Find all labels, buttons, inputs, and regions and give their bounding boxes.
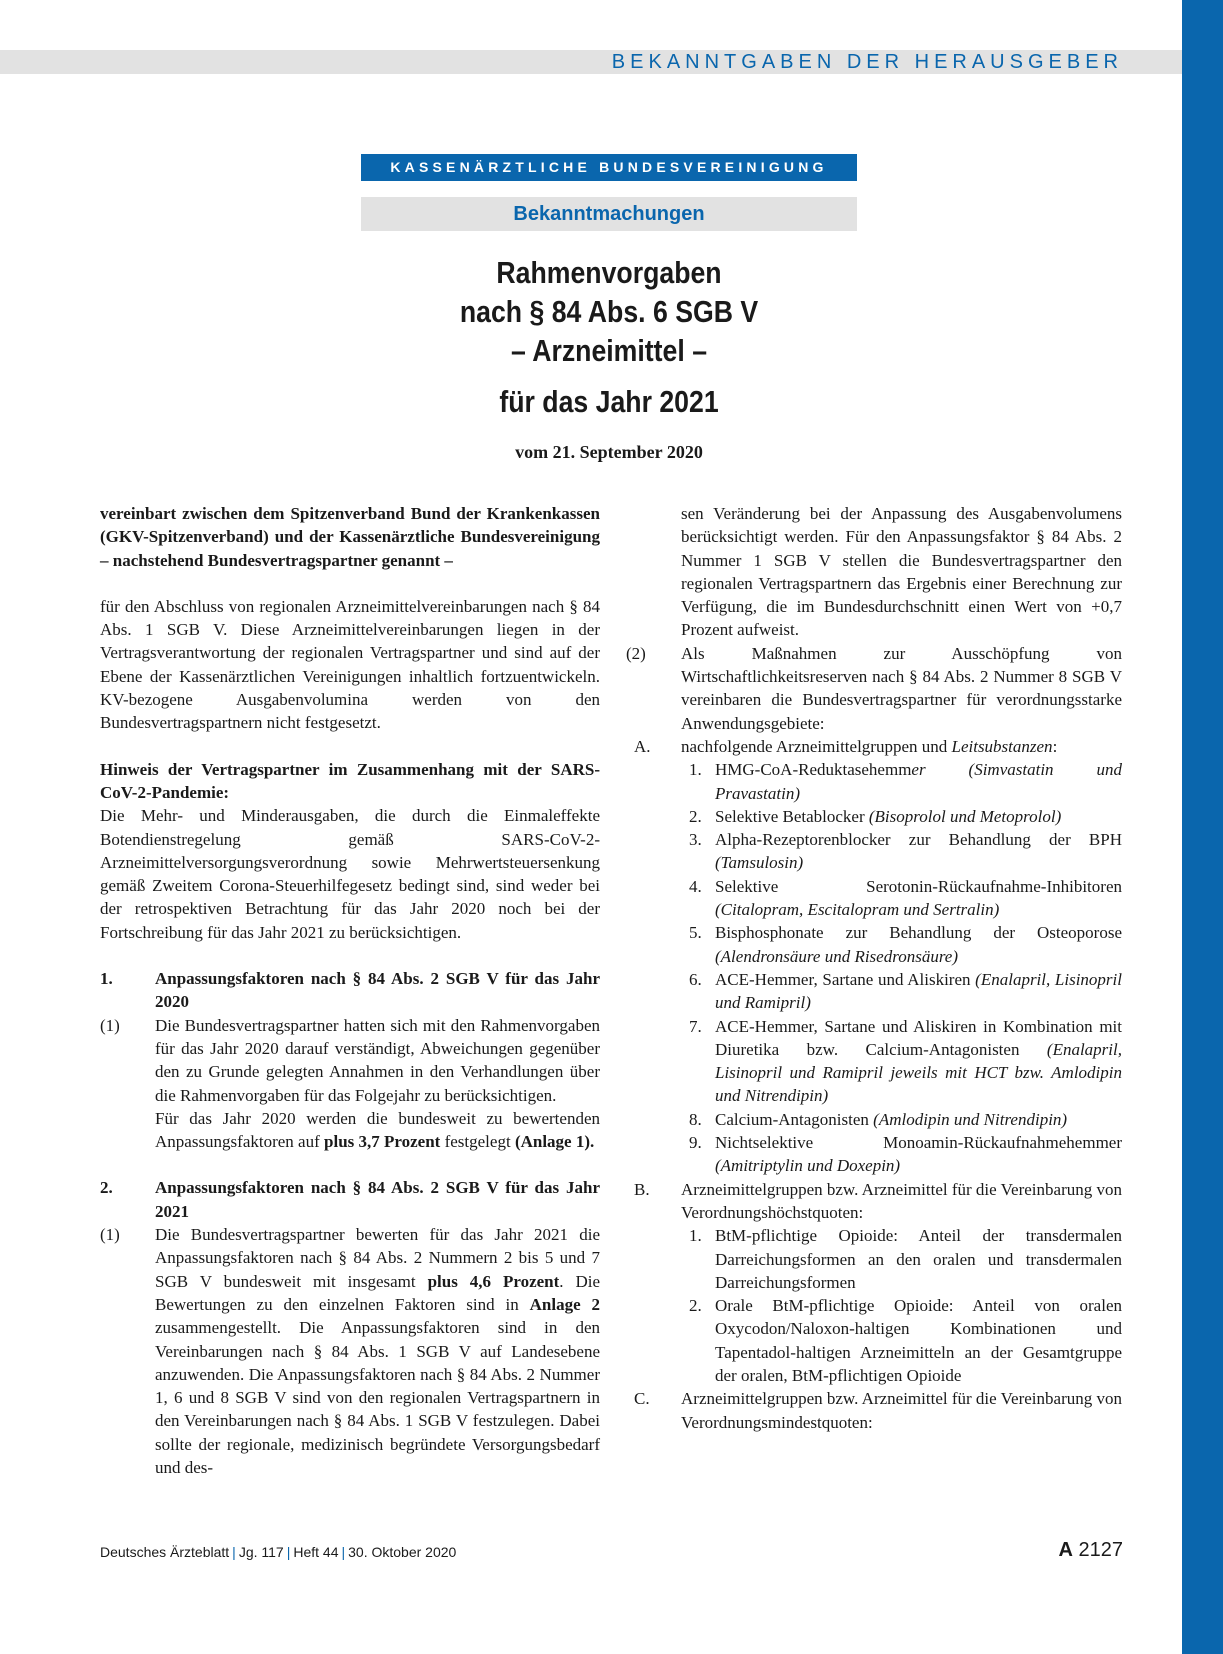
list-text: Arzneimittelgruppen bzw. Arzneimittel für die Vereinbarung von Verordnungshöchstquoten: (681, 1179, 1122, 1222)
item-substances: (Amitriptylin und Doxepin) (715, 1156, 901, 1176)
section-number: 2. (100, 1178, 113, 1198)
organization-banner: KASSENÄRZTLICHE BUNDESVEREINIGUNG (361, 154, 857, 181)
item-substances: (Simvastatin und Pravastatin) (715, 760, 1122, 803)
title-line-2: nach § 84 Abs. 6 SGB V (459, 294, 759, 329)
list-letter: A. (634, 736, 651, 756)
page-number (1058, 1539, 1123, 1562)
item-text: Nichtselektive Monoamin-Rückaufnahmehemmer (715, 1133, 1122, 1153)
paragraph-text: Für das Jahr 2020 werden die bundesweit zu bewertenden Anpassungsfaktoren auf (155, 1108, 600, 1152)
paragraph-text: Die Bundesvertragspartner bewerten für das Jahr 2021 die Anpassungsfaktoren nach § 84 Abs. 2 Nummern 2 bis 5 und 7 SGB V bundesweit mit insgesamt (155, 1225, 600, 1291)
list-item (689, 968, 1122, 1015)
section-number: 1. (100, 969, 113, 989)
hinweis-text: Die Mehr- und Minderausgaben, die durch die Einmaleffekte Botendienstregelung gemäß SARS-CoV-2-Arzneimittelversorgungsverordnung sowie Mehrwertsteuersenkung gemäß Zweitem Corona-Steuerhilfegesetz bedingt sind, sind weder bei der retrospektiven Betrachtung für das Jahr 2020 noch bei der Fortschreibung für das Jahr 2021 zu berücksichtigen. (100, 806, 600, 942)
category-banner: Bekanntmachungen (361, 197, 857, 231)
highlight-value: plus 4,6 Prozent (427, 1271, 560, 1291)
page-prefix: A (1058, 1539, 1073, 1561)
article-title (396, 253, 823, 421)
intro-text: für den Abschluss von regionalen Arzneimittelvereinbarungen nach § 84 Abs. 1 SGB V. Diese Arzneimittelvereinbarungen liegen in der Vertragsverantwortung der regionalen Vertragspartner und sind auf der Ebene der Kassenärztlichen Vereinigungen inhaltlich fortzuentwickeln. KV-bezogene Ausgabenvolumina werden von den Bundesvertragspartnern nicht festgesetzt. (100, 596, 600, 733)
item-substances: (Enalapril, Lisinopril und Ramipril jeweils mit HCT bzw. Amlodipin und Nitrendipin) (715, 1039, 1122, 1106)
article-date: vom 21. September 2020 (515, 442, 703, 462)
paragraph-number: (1) (100, 1225, 120, 1245)
list-item (689, 828, 1122, 875)
section-title: BEKANNTGABEN DER HERAUSGEBER (611, 51, 1123, 73)
title-line-3: – Arzneimittel – (510, 333, 708, 368)
journal-issue: Heft 44 (293, 1544, 339, 1560)
list-c (626, 1387, 1122, 1434)
section-heading-text: Anpassungsfaktoren nach § 84 Abs. 2 SGB V für das Jahr 2020 (155, 969, 600, 1012)
page-number-value: 2127 (1078, 1539, 1123, 1561)
item-number: 6. (689, 969, 702, 989)
item-number: 4. (689, 876, 702, 896)
list-a (626, 735, 1122, 758)
list-item (689, 875, 1122, 922)
item-text: Bisphosphonate zur Behandlung der Osteoporose (715, 923, 1122, 943)
list-a-items (626, 758, 1122, 1177)
list-letter: B. (634, 1179, 650, 1199)
item-number: 1. (689, 760, 702, 780)
paragraph-text: Als Maßnahmen zur Ausschöpfung von Wirtschaftlichkeitsreserven nach § 84 Abs. 2 Nummer 8 SGB V vereinbaren die Bundesvertragspartner für verordnungsstarke Anwendungsgebiete: (681, 643, 1122, 733)
paragraph-text: zusammengestellt. Die Anpassungsfaktoren sind in den Vereinbarungen nach § 84 Abs. 1 SGB V auf Landesebene anzuwenden. Die Anpassungsfaktoren nach § 84 Abs. 2 Nummer 1, 6 und 8 SGB V sind von den regionalen Vertragspartnern in den Vereinbarungen nach § 84 Abs. 1 SGB V festzulegen. Dabei sollte der regionale, medizinisch begründete Versorgungsbedarf und des- (155, 1318, 600, 1477)
item-text: Selektive Serotonin-Rückaufnahme-Inhibitoren (715, 876, 1122, 896)
title-line-4: für das Jahr 2021 (499, 384, 719, 419)
list-italic: Leitsubstanzen (951, 736, 1053, 756)
section-heading-text: Anpassungsfaktoren nach § 84 Abs. 2 SGB V für das Jahr 2021 (155, 1178, 600, 1221)
list-item (689, 1294, 1122, 1387)
item-substances: (Bisoprolol und Metoprolol) (868, 806, 1062, 826)
list-item (689, 1108, 1122, 1131)
list-b-items (626, 1224, 1122, 1387)
item-number: 8. (689, 1109, 702, 1129)
item-substances: (Enalapril, Lisinopril und Ramipril) (715, 969, 1122, 1013)
section-1-paragraph-1 (100, 1014, 600, 1154)
item-number: 7. (689, 1016, 702, 1036)
list-b (626, 1178, 1122, 1225)
highlight-value: plus 3,7 Prozent (324, 1132, 441, 1152)
list-item (689, 921, 1122, 968)
item-substances: (Citalopram, Escitalopram und Sertralin) (715, 900, 1000, 920)
item-text-tail: er (911, 760, 926, 780)
section-2-paragraph-1 (100, 1223, 600, 1479)
title-line-1: Rahmenvorgaben (496, 255, 722, 290)
item-text: Calcium-Antagonisten (715, 1109, 869, 1129)
list-item (689, 1015, 1122, 1108)
item-number: 3. (689, 830, 702, 850)
item-number: 2. (689, 1296, 702, 1316)
list-text: Arzneimittelgruppen bzw. Arzneimittel für die Vereinbarung von Verordnungsmindestquoten: (681, 1389, 1122, 1432)
list-item (689, 1224, 1122, 1294)
list-item (689, 1131, 1122, 1178)
item-substances: (Tamsulosin) (715, 853, 804, 873)
journal-name: Deutsches Ärzteblatt (100, 1544, 230, 1560)
paragraph-text: Die Bundesvertragspartner hatten sich mit den Rahmenvorgaben für das Jahr 2020 darauf verständigt, Abweichungen gegenüber den zu Grunde gelegten Annahmen in den Verhandlungen über die Rahmenvorgaben für das Folgejahr zu berücksichtigen. (155, 1015, 600, 1105)
item-text: Alpha-Rezeptorenblocker zur Behandlung der BPH (715, 830, 1122, 850)
item-text: ACE-Hemmer, Sartane und Aliskiren in Kombination mit Diuretika bzw. Calcium-Antagonisten (715, 1016, 1122, 1059)
left-column (100, 502, 600, 1479)
item-text: Selektive Betablocker (715, 806, 865, 826)
annex-reference: (Anlage 1). (514, 1132, 595, 1152)
list-letter: C. (634, 1389, 650, 1409)
item-text: ACE-Hemmer, Sartane und Aliskiren (715, 969, 971, 989)
list-colon: : (1052, 736, 1058, 756)
continued-text: sen Veränderung bei der Anpassung des Ausgabenvolumens berücksichtigt werden. Für den Anpassungsfaktor § 84 Abs. 2 Nummer 1 SGB V stellen die Bundesvertragspartner den regionalen Vertragspartnern das Ergebnis einer Berechnung zur Verfügung, die im Bundesdurchschnitt einen Wert von +0,7 Prozent aufweist. (681, 504, 1122, 640)
item-substances: (Alendronsäure und Risedronsäure) (715, 946, 959, 966)
page-footer: Deutsches Ärzteblatt | Jg. 117 | Heft 44 | 30. Oktober 2020 (100, 1544, 457, 1560)
item-number: 5. (689, 923, 702, 943)
paragraph-text: . Die Bewertungen zu den einzelnen Faktoren sind in (155, 1271, 601, 1314)
item-text: BtM-pflichtige Opioide: Anteil der transdermalen Darreichungsformen an den oralen und transdermalen Darreichungsformen (715, 1226, 1122, 1292)
hinweis-heading: Hinweis der Vertragspartner im Zusammenhang mit der SARS-CoV-2-Pandemie: (100, 759, 600, 802)
journal-volume: Jg. 117 (238, 1544, 284, 1560)
section-2-heading (100, 1176, 600, 1223)
intro-parties: vereinbart zwischen dem Spitzenverband Bund der Krankenkassen (GKV-Spitzenverband) und der Kassenärztliche Bundesvereinigung – nachstehend Bundesvertragspartner genannt – (100, 504, 600, 570)
right-column (626, 502, 1122, 1434)
paragraph-number: (2) (626, 643, 646, 663)
paragraph-number: (1) (100, 1015, 120, 1035)
item-number: 2. (689, 806, 702, 826)
list-item (689, 758, 1122, 805)
item-number: 1. (689, 1226, 702, 1246)
item-substances: (Amlodipin und Nitrendipin) (873, 1109, 1068, 1129)
item-number: 9. (689, 1133, 702, 1153)
list-item (689, 805, 1122, 828)
right-edge-bar (1182, 0, 1223, 1654)
item-text: HMG-CoA-Reduktasehemm (715, 760, 912, 780)
journal-date: 30. Oktober 2020 (348, 1544, 457, 1560)
paragraph-text: festgelegt (444, 1132, 511, 1152)
section-1-heading (100, 967, 600, 1014)
list-text: nachfolgende Arzneimittelgruppen und (681, 736, 948, 756)
annex-reference: Anlage 2 (529, 1294, 601, 1314)
paragraph-2 (626, 642, 1122, 735)
item-text: Orale BtM-pflichtige Opioide: Anteil von oralen Oxycodon/Naloxon-haltigen Kombinationen und Tapentadol-haltigen Arzneimitteln an der Gesamtgruppe der oralen, BtM-pflichtigen Opioide (715, 1296, 1122, 1385)
